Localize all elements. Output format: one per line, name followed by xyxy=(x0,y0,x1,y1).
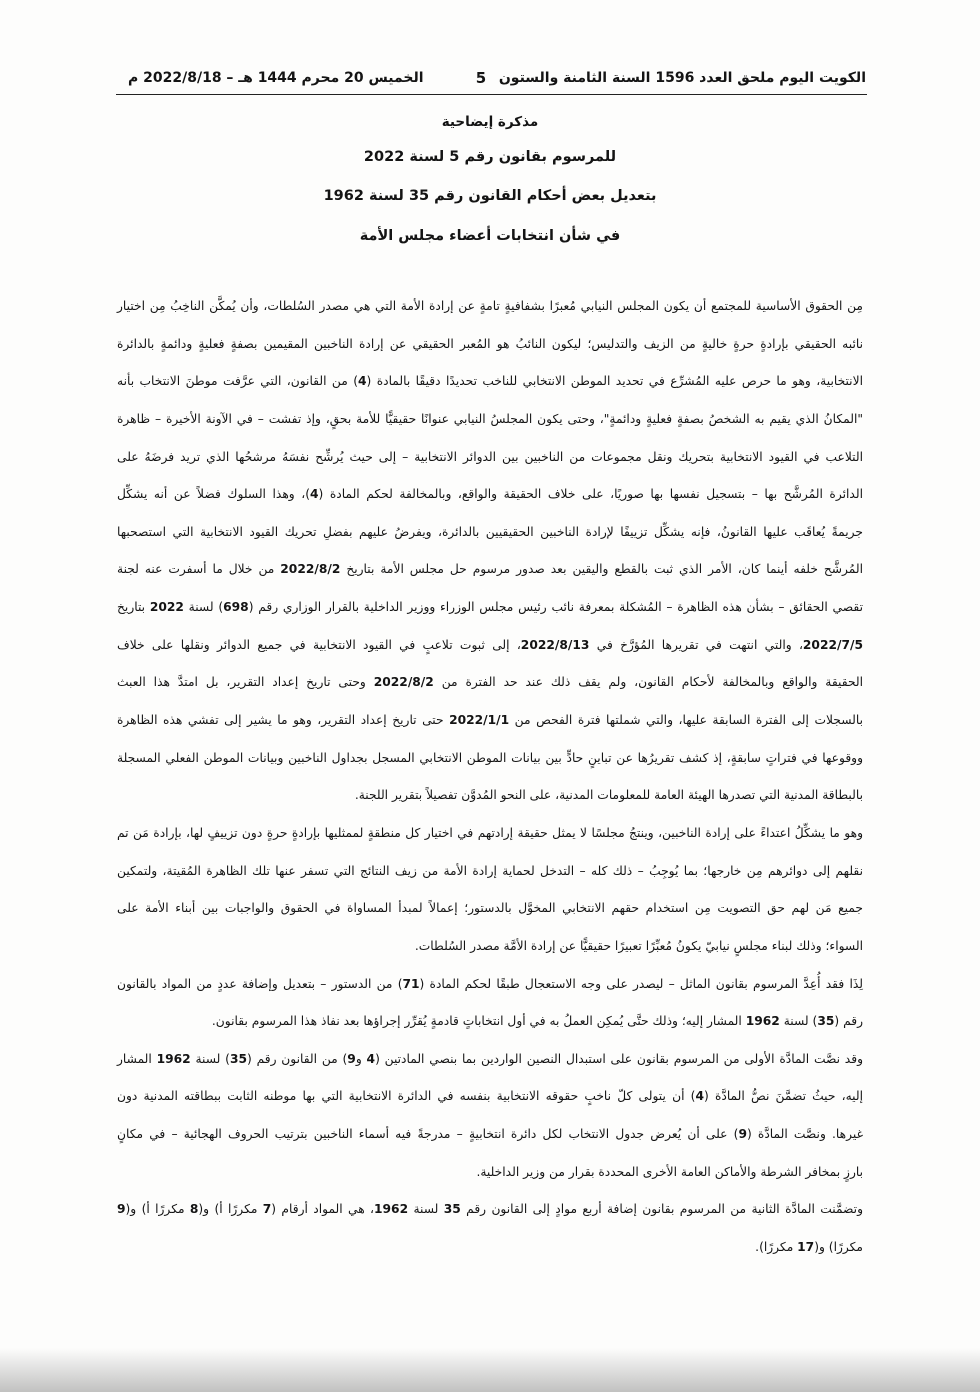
text-line: وقد نصَّت المادَّة الأولى من المرسوم بقانون على استبدال النصين الواردين بما بنصي المادتين (4 و9) من القانون رقم (35) لسنة 1962 المشار xyxy=(117,1051,863,1066)
page-number: 5 xyxy=(475,69,487,87)
text-line: ووقوعها في فتراتٍ سابقةٍ، إذ كشف تقريرُها عن تباينٍ حادٍّ بين بيانات الموطن الانتخابي المسجل بجداول الناخبين وبيانات الموطن الفعلي المسجلة xyxy=(117,750,863,765)
number: 2022/8/2 xyxy=(280,562,341,577)
text-line: الدائرة المُرشَّح بها – بتسجيل نفسها بها صوريًا، على خلاف الحقيقة والواقع، وبالمخالفة لحكم المادة (4)، وهذا السلوك فضلاً عن أنه يشكِّل xyxy=(117,487,863,502)
number: 35 xyxy=(817,1014,835,1029)
number: 2022/8/13 xyxy=(520,637,590,652)
number: 1962 xyxy=(745,1014,780,1029)
text-line: نائبه الحقيقي بإرادةٍ حرةٍ خاليةٍ من الزيف والتدليس؛ ليكون النائبُ هو المُعبر الحقيقي عن إرادة الناخبين المقيمين بصفةٍ فعليةٍ ودائمةٍ بالدائرة xyxy=(117,336,863,351)
number: 9 xyxy=(347,1051,356,1066)
paragraph xyxy=(117,1041,863,1192)
text-line: وهو ما يشكِّلُ اعتداءً على إرادة الناخبين، وينتجُ مجلسًا لا يمثل حقيقة إرادتهم في اختيار كل منطقةٍ لممثليها بإرادةٍ حرةٍ دون تزييفٍ لها، بإرادة مَن تم xyxy=(117,825,863,840)
number: 1962 xyxy=(374,1202,409,1217)
text-line: لِذَا فقد أُعِدَّ المرسوم بقانون الماثل – ليصدر على وجه الاستعجال طبقًا لحكم المادة (71) من الدستور – بتعديل وإضافة عددٍ من المواد بالقانون xyxy=(117,976,864,991)
number: 4 xyxy=(310,487,319,502)
memo-body xyxy=(117,288,863,1267)
text-line: رقم (35) لسنة 1962 المشار إليه؛ وذلك حتَّى يُمكِن العملُ به في أول انتخاباتٍ قادمةٍ يُقرِّر إجراؤها بعد نفاذ هذا المرسوم بقانون. xyxy=(211,1014,863,1029)
text-line: جريمةً يُعاقَب عليها القانونُ، فإنه يشكِّل تزييفًا لإرادة الناخبين الحقيقيين بالدائرة، ويفرضُ عليهم بفضلِ تحريك القيود الانتخابية التي استصحبها xyxy=(117,524,863,539)
text-line: نقلهم إلى دوائرهم مِن خارجها؛ بما يُوجِبُ – ذلك كله – التدخل لحماية إرادة الأمة من زيف النتائج التي تسفر عنها تلك الظاهرة المُقيتة، ولتمكين xyxy=(117,863,863,878)
number: 4 xyxy=(695,1089,704,1104)
number: 2022 xyxy=(149,600,184,615)
text-line: جميع مَن لهم حق التصويت مِن استخدام حقهم الانتخابي المخوَّل بالدستور؛ إعمالاً لمبدأ المساواة في الحقوق والواجبات بين أبناء الأمة على xyxy=(117,901,863,916)
number: 2022/8/2 xyxy=(373,675,434,690)
paragraph xyxy=(117,815,863,966)
text-line: التلاعب في القيود الانتخابية بتحريك ونقل مجموعات من الناخبين بين الدوائر الانتخابية – إلى حيث يُرشِّح نفسَهُ مرشحُها الذي تريد فرضَهُ على xyxy=(117,449,863,464)
number: 1962 xyxy=(156,1051,191,1066)
scan-shadow xyxy=(0,1348,980,1392)
text-line: المُرشَّح خلفه أينما كان، الأمر الذي ثبت بالقطع واليقين بعد صدور مرسوم حل مجلس الأمة بتاريخ 2022/8/2 من خلال ما أسفرت عنه لجنة xyxy=(117,562,863,577)
number: 9 xyxy=(738,1127,747,1142)
subject-title: في شأن انتخابات أعضاء مجلس الأمة xyxy=(359,228,621,244)
text-line: تقصي الحقائق – بشأن هذه الظاهرة – المُشكلة بمعرفة نائب رئيس مجلس الوزراء ووزير الداخلية بالقرار الوزاري رقم (698) لسنة 2022 بتاريخ xyxy=(117,600,863,615)
decree-title: للمرسوم بقانون رقم 5 لسنة 2022 xyxy=(363,149,617,165)
number: 2022/1/1 xyxy=(449,713,510,728)
text-line: إليه، حيثُ تضمَّنَ نصُّ المادَّة (4) أن يتولى كلّ ناخبٍ حقوقه الانتخابية بنفسه في الدائرة الانتخابية التي بها موطنه الثابت ببطاقته المدنية دون xyxy=(117,1089,863,1104)
text-line: بارزٍ بمخافر الشرطة والأماكن العامة الأخرى المحددة بقرار من وزير الداخلية. xyxy=(476,1164,863,1179)
number: 35 xyxy=(229,1051,248,1066)
text-line: الحقيقة والواقع وبالمخالفة لأحكام القانون، ولم يقف ذلك عند حد الفترة من 2022/8/2 وحتى تاريخ إعداد التقرير، بل امتدَّ هذا العبث xyxy=(117,675,863,690)
gazette-issue-label: الكويت اليوم ملحق العدد 1596 السنة الثامنة والستون xyxy=(498,70,866,86)
paragraph xyxy=(117,288,863,815)
number: 7 xyxy=(262,1202,272,1217)
number: 35 xyxy=(443,1202,461,1217)
memo-heading: مذكرة إيضاحية xyxy=(441,114,539,130)
issue-date: الخميس 20 محرم 1444 هـ – 2022/8/18 م xyxy=(128,70,424,86)
text-line: "المكانُ الذي يقيم به الشخصُ بصفةٍ فعليةٍ ودائمةٍ"، وحتى يكون المجلسُ النيابي عنوانًا حقيقيًّا للأمة بحقٍ، وإذ تفشت – في الآونة الأخيرة – ظاهرة xyxy=(117,411,863,426)
text-line: مِن الحقوق الأساسية للمجتمع أن يكون المجلس النيابي مُعبرًا بشفافيةٍ تامةٍ عن إرادة الأمة التي هي مصدر السُلطات، وأن يُمكَّن الناخِبُ مِن اختيار xyxy=(117,299,863,313)
text-line: بالسجلات إلى الفترة السابقة عليها، والتي شملتها فترة الفحص من 2022/1/1 حتى تاريخ إعداد التقرير، وهو ما يشير إلى تفشي هذه الظاهرة xyxy=(117,713,863,728)
text-line: مكررًا) و(17 مكررًا). xyxy=(755,1240,863,1255)
number: 2022/7/5 xyxy=(802,637,863,652)
paragraph xyxy=(117,1191,863,1266)
number: 4 xyxy=(366,1051,376,1066)
text-line: 2022/7/5، والتي انتهت في تقريرها المُؤرَّخ في 2022/8/13، إلى ثبوت تلاعبٍ في القيود الانتخابية في جميع الدوائر ونقلها على خلاف xyxy=(117,637,863,652)
text-line: وتضمَّنت المادَّة الثانية من المرسوم بقانون إضافة أربع موادٍ إلى القانون رقم 35 لسنة 1962، هي المواد أرقام (7 مكررًا أ) و(8 مكررًا أ) و(9 xyxy=(117,1202,863,1217)
text-line: الانتخابية، وهو ما حرص عليه المُشرِّع في تحديد الموطن الانتخابي للناخب تحديدًا دقيقًا بالمادة (4) من القانون، التي عرَّفت موطنَ الانتخاب بأنه xyxy=(117,374,863,389)
number: 8 xyxy=(189,1202,199,1217)
text-line: السواء؛ وذلك لبناء مجلسٍ نيابيّ يكونُ مُعبِّرًا تعبيرًا حقيقيًّا عن إرادة الأمَّة مصدر السُلطات. xyxy=(414,938,863,953)
paragraph xyxy=(117,966,863,1041)
number: 4 xyxy=(357,374,367,389)
amendment-title: بتعديل بعض أحكام القانون رقم 35 لسنة 1962 xyxy=(323,188,657,204)
number: 9 xyxy=(117,1202,126,1217)
number: 71 xyxy=(402,976,420,991)
number: 17 xyxy=(797,1240,815,1255)
header-rule xyxy=(116,94,867,95)
number: 698 xyxy=(223,600,249,615)
text-line: غيرها. ونصَّت المادَّة (9) على أن يُعرض جدول الانتخاب لكل دائرة انتخابيةٍ – مدرجةً فيه أسماء الناخبين بترتيب الحروف الهجائية – في مكانٍ xyxy=(117,1127,863,1142)
text-line: بالبطاقة المدنية التي تصدرها الهيئة العامة للمعلومات المدنية، على النحو المُدوَّن تفصيلاً بتقرير اللجنة. xyxy=(354,788,863,803)
